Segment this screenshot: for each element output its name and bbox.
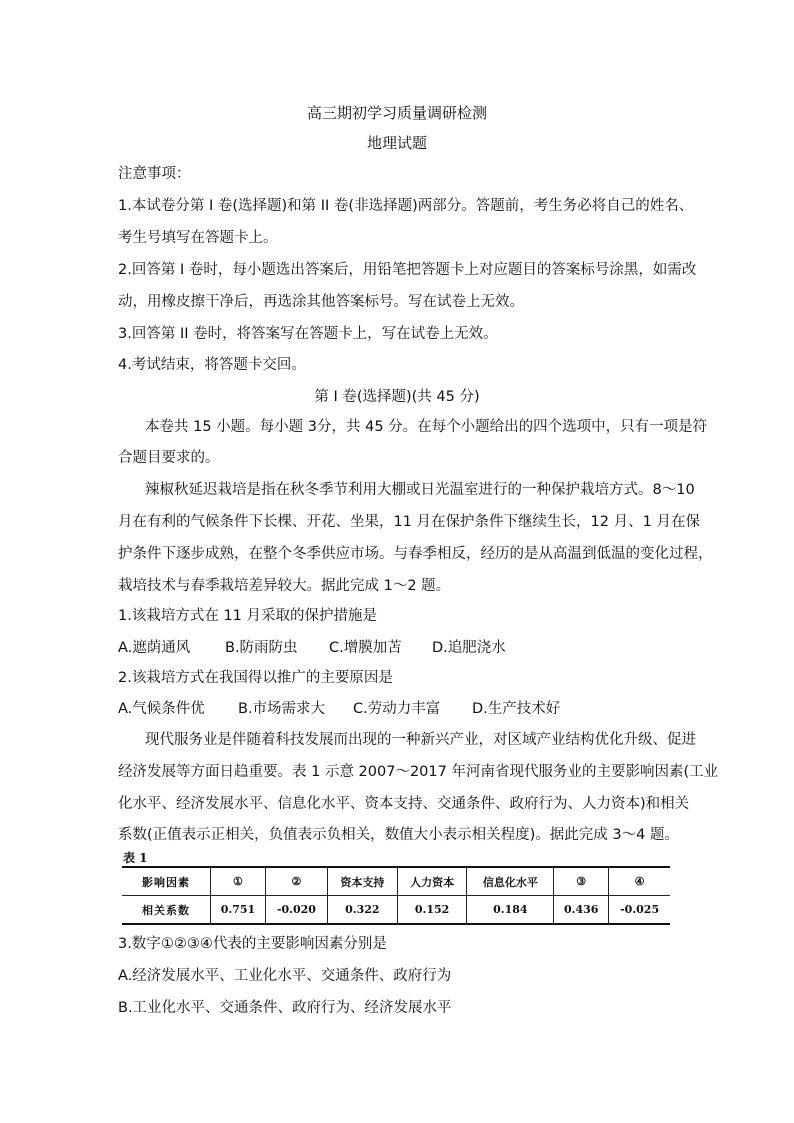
table-header-cell: ②	[265, 867, 327, 896]
question-stem: 1.该栽培方式在 11 月采取的保护措施是	[118, 608, 378, 624]
passage-line: 栽培技术与春季栽培差异较大。据此完成 1～2 题。	[118, 578, 451, 594]
table-header-cell: 影响因素	[122, 867, 211, 896]
option-a[interactable]: A.气候条件优	[118, 701, 205, 717]
notice-line: 动，用橡皮擦干净后，再选涂其他答案标号。写在试卷上无效。	[118, 294, 524, 310]
passage-line: 辣椒秋延迟栽培是指在秋冬季节利用大棚或日光温室进行的一种保护栽培方式。8～10	[145, 482, 695, 498]
exam-subtitle: 地理试题	[366, 134, 427, 152]
passage-line: 化水平、经济发展水平、信息化水平、资本支持、交通条件、政府行为、人力资本)和相关	[118, 796, 690, 812]
table-cell: 0.322	[327, 896, 397, 925]
option-d[interactable]: D.追肥浇水	[432, 640, 506, 656]
option-d[interactable]: D.生产技术好	[472, 701, 561, 717]
passage-line: 经济发展等方面日趋重要。表 1 示意 2007～2017 年河南省现代服务业的主要影响因素(工业	[118, 764, 719, 780]
table-header-cell: 资本支持	[327, 867, 397, 896]
factor-table	[122, 866, 670, 925]
section-intro: 本卷共 15 小题。每小题 3分，共 45 分。在每个小题给出的四个选项中，只有一项是符	[145, 419, 708, 435]
exam-title: 高三期初学习质量调研检测	[306, 104, 487, 122]
question-stem: 2.该栽培方式在我国得以推广的主要原因是	[118, 670, 393, 686]
table-header-cell: ④	[609, 867, 670, 896]
table-cell: 0.751	[211, 896, 266, 925]
table-cell: 0.184	[467, 896, 554, 925]
notice-line: 4.考试结束，将答题卡交回。	[118, 357, 306, 373]
notice-line: 2.回答第 I 卷时，每小题选出答案后，用铅笔把答题卡上对应题目的答案标号涂黑，如需改	[118, 262, 697, 278]
table-cell: -0.020	[265, 896, 327, 925]
option-b[interactable]: B.防雨防虫	[225, 640, 298, 656]
option-row	[118, 638, 506, 658]
passage-line: 月在有利的气候条件下长棵、开花、坐果，11 月在保护条件下继续生长，12 月、1 月在保	[118, 514, 700, 530]
section-title: 第 I 卷(选择题)(共 45 分)	[314, 389, 480, 405]
option-a[interactable]: A.经济发展水平、工业化水平、交通条件、政府行为	[118, 968, 452, 984]
table-header-cell: ③	[554, 867, 609, 896]
notice-heading: 注意事项：	[118, 166, 191, 182]
passage-line: 护条件下逐步成熟，在整个冬季供应市场。与春季相反，经历的是从高温到低温的变化过程，	[118, 546, 713, 562]
table-cell: 0.152	[397, 896, 467, 925]
table-row-label: 相关系数	[122, 896, 211, 925]
passage-line: 系数(正值表示正相关，负值表示负相关，数值大小表示相关程度)。据此完成 3～4 题。	[118, 827, 679, 843]
option-a[interactable]: A.遮荫通风	[118, 640, 191, 656]
section-intro: 合题目要求的。	[118, 450, 220, 466]
table-caption: 表 1	[123, 851, 148, 865]
table-header-cell: ①	[211, 867, 266, 896]
table-header-row	[122, 867, 670, 896]
notice-line: 3.回答第 II 卷时，将答案写在答题卡上，写在试卷上无效。	[118, 326, 498, 342]
passage-line: 现代服务业是伴随着科技发展而出现的一种新兴产业，对区域产业结构优化升级、促进	[145, 732, 696, 748]
notice-line: 考生号填写在答题卡上。	[118, 230, 278, 246]
option-b[interactable]: B.工业化水平、交通条件、政府行为、经济发展水平	[118, 1000, 452, 1016]
table-cell: -0.025	[609, 896, 670, 925]
table-header-cell: 人力资本	[397, 867, 467, 896]
option-b[interactable]: B.市场需求大	[238, 701, 326, 717]
table-cell: 0.436	[554, 896, 609, 925]
question-stem: 3.数字①②③④代表的主要影响因素分别是	[118, 936, 387, 952]
table-header-cell: 信息化水平	[467, 867, 554, 896]
notice-line: 1.本试卷分第 I 卷(选择题)和第 II 卷(非选择题)两部分。答题前，考生务必将自己的姓名、	[118, 198, 694, 214]
option-c[interactable]: C.增膜加苫	[329, 640, 402, 656]
option-row	[118, 699, 560, 719]
option-c[interactable]: C.劳动力丰富	[353, 701, 441, 717]
table-row	[122, 896, 670, 925]
